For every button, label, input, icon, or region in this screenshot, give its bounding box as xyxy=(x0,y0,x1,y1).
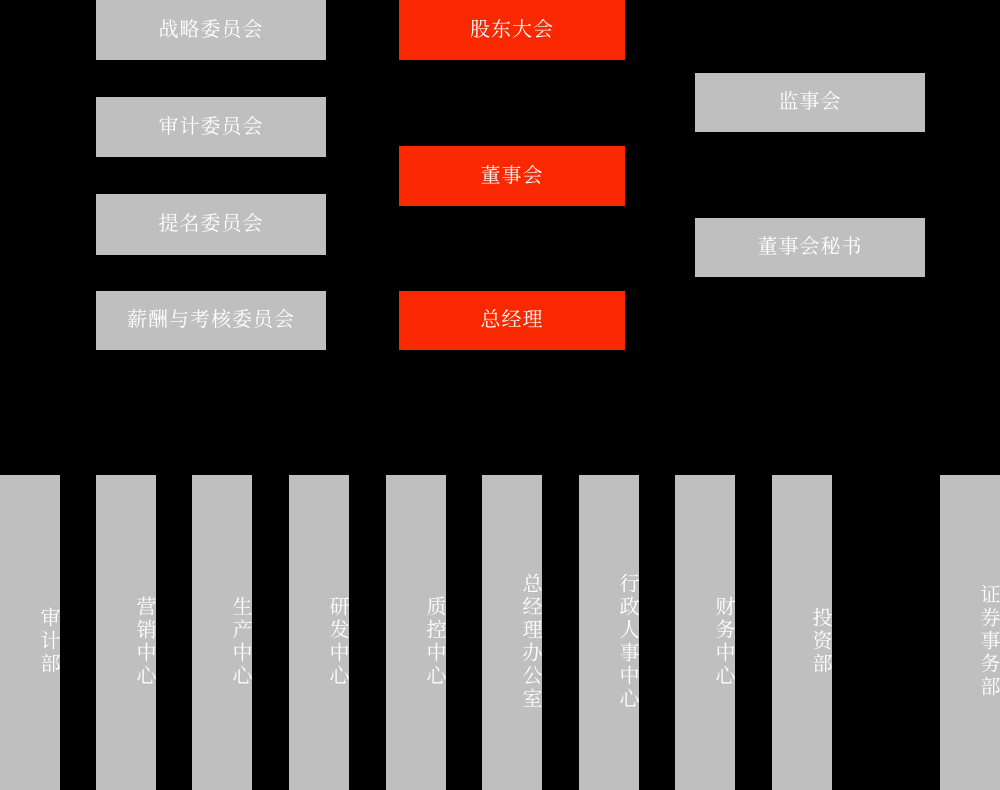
node-label: 战略委员会 xyxy=(158,18,264,41)
governance-node-总经理[interactable] xyxy=(399,291,625,350)
governance-node-股东大会[interactable] xyxy=(399,0,625,60)
node-label: 证券事务部 xyxy=(977,584,999,699)
governance-node-董事会[interactable] xyxy=(399,146,625,206)
departments-node-研发中心[interactable] xyxy=(289,475,349,790)
node-label: 董事会 xyxy=(480,164,544,187)
node-label: 股东大会 xyxy=(470,18,554,41)
node-label: 董事会秘书 xyxy=(757,236,863,258)
node-label: 质控中心 xyxy=(423,595,445,688)
node-label: 薪酬与考核委员会 xyxy=(127,309,295,331)
departments-node-行政人事中心[interactable] xyxy=(579,475,639,790)
node-label: 审计部 xyxy=(37,607,59,676)
node-label: 提名委员会 xyxy=(158,213,264,235)
node-label: 研发中心 xyxy=(326,595,348,688)
node-label: 生产中心 xyxy=(229,595,251,688)
node-label: 投资部 xyxy=(809,607,831,676)
node-label: 监事会 xyxy=(778,91,842,113)
node-label: 总经理 xyxy=(480,309,544,331)
committees-node-战略委员会[interactable] xyxy=(96,0,326,60)
committees-node-审计委员会[interactable] xyxy=(96,97,326,157)
departments-node-财务中心[interactable] xyxy=(675,475,735,790)
node-label: 行政人事中心 xyxy=(616,572,638,711)
committees-node-提名委员会[interactable] xyxy=(96,194,326,255)
departments-node-投资部[interactable] xyxy=(772,475,832,790)
node-label: 审计委员会 xyxy=(158,115,264,138)
node-label: 财务中心 xyxy=(712,595,734,688)
node-label: 总经理办公室 xyxy=(519,572,541,711)
departments-node-证券事务部[interactable] xyxy=(940,475,1000,790)
departments-node-质控中心[interactable] xyxy=(386,475,446,790)
committees-node-薪酬与考核委员会[interactable] xyxy=(96,291,326,350)
node-label: 营销中心 xyxy=(133,595,155,688)
departments-node-总经理办公室[interactable] xyxy=(482,475,542,790)
supervisory-node-监事会[interactable] xyxy=(695,73,925,132)
departments-node-生产中心[interactable] xyxy=(192,475,252,790)
departments-node-营销中心[interactable] xyxy=(96,475,156,790)
departments-node-审计部[interactable] xyxy=(0,475,60,790)
supervisory-node-董事会秘书[interactable] xyxy=(695,218,925,277)
